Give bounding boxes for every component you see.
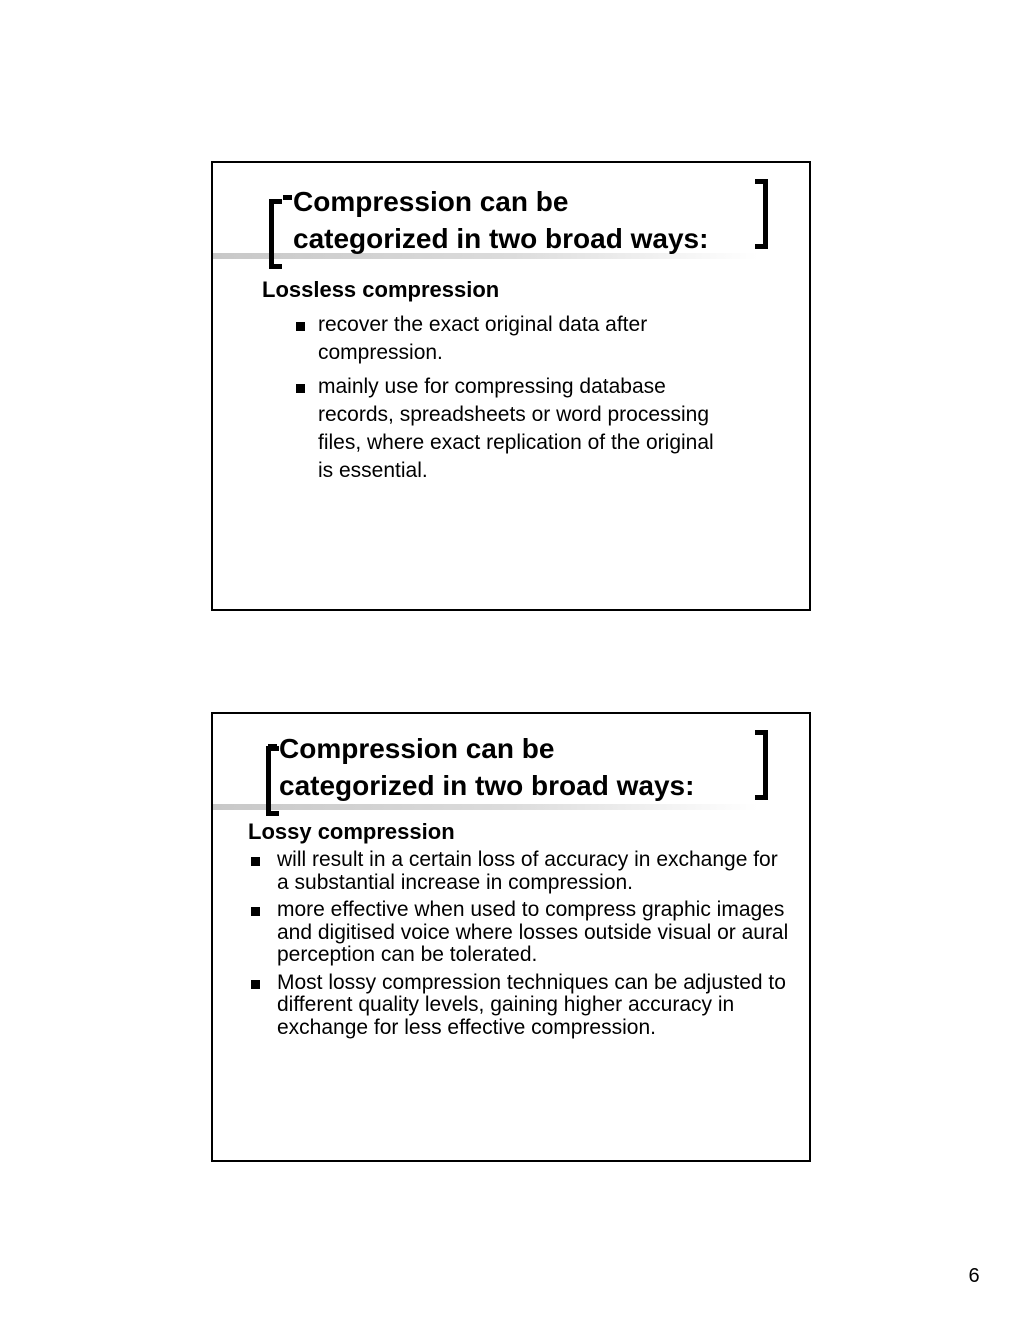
slide-title-line-2: categorized in two broad ways:	[293, 223, 709, 254]
bullet-list	[290, 311, 730, 491]
slide-title-line-1: Compression can be	[293, 186, 569, 217]
bullet-text: more effective when used to compress graphic images and digitised voice where losses outside visual or aural perception can be tolerated.	[277, 898, 789, 966]
list-item	[249, 972, 789, 1040]
right-bracket-icon	[755, 179, 768, 249]
bullet-text: recover the exact original data after compression.	[318, 313, 648, 364]
page-number: 6	[968, 1265, 980, 1287]
slide-title	[293, 183, 708, 257]
slide-subheading: Lossy compression	[248, 819, 455, 844]
slide-lossless	[211, 161, 811, 611]
square-bullet-icon	[296, 322, 305, 331]
list-item	[249, 849, 789, 894]
bullet-text: will result in a certain loss of accuracy in exchange for a substantial increase in compression.	[277, 848, 778, 894]
square-bullet-icon	[251, 907, 260, 916]
slide-subheading: Lossless compression	[262, 277, 500, 302]
square-bullet-icon	[296, 384, 305, 393]
bracket-tick-icon	[268, 744, 277, 749]
slide-title-line-2: categorized in two broad ways:	[279, 770, 695, 801]
slide-lossy	[211, 712, 811, 1162]
bullet-text: Most lossy compression techniques can be adjusted to different quality levels, gaining higher accuracy in exchange for less effective compression.	[277, 970, 786, 1039]
square-bullet-icon	[251, 980, 260, 989]
slide-title-line-1: Compression can be	[279, 733, 555, 764]
right-bracket-icon	[755, 730, 768, 800]
bullet-text: mainly use for compressing database records, spreadsheets or word processing files, where exact replication of the original is essential.	[318, 375, 714, 482]
title-underline	[213, 804, 758, 810]
square-bullet-icon	[251, 857, 260, 866]
bullet-list	[249, 849, 789, 1044]
left-bracket-icon	[269, 199, 282, 269]
list-item	[290, 311, 730, 367]
left-bracket-icon	[266, 746, 279, 816]
list-item	[290, 373, 730, 485]
list-item	[249, 899, 789, 967]
slide-title	[279, 730, 694, 804]
bracket-tick-icon	[283, 195, 292, 200]
